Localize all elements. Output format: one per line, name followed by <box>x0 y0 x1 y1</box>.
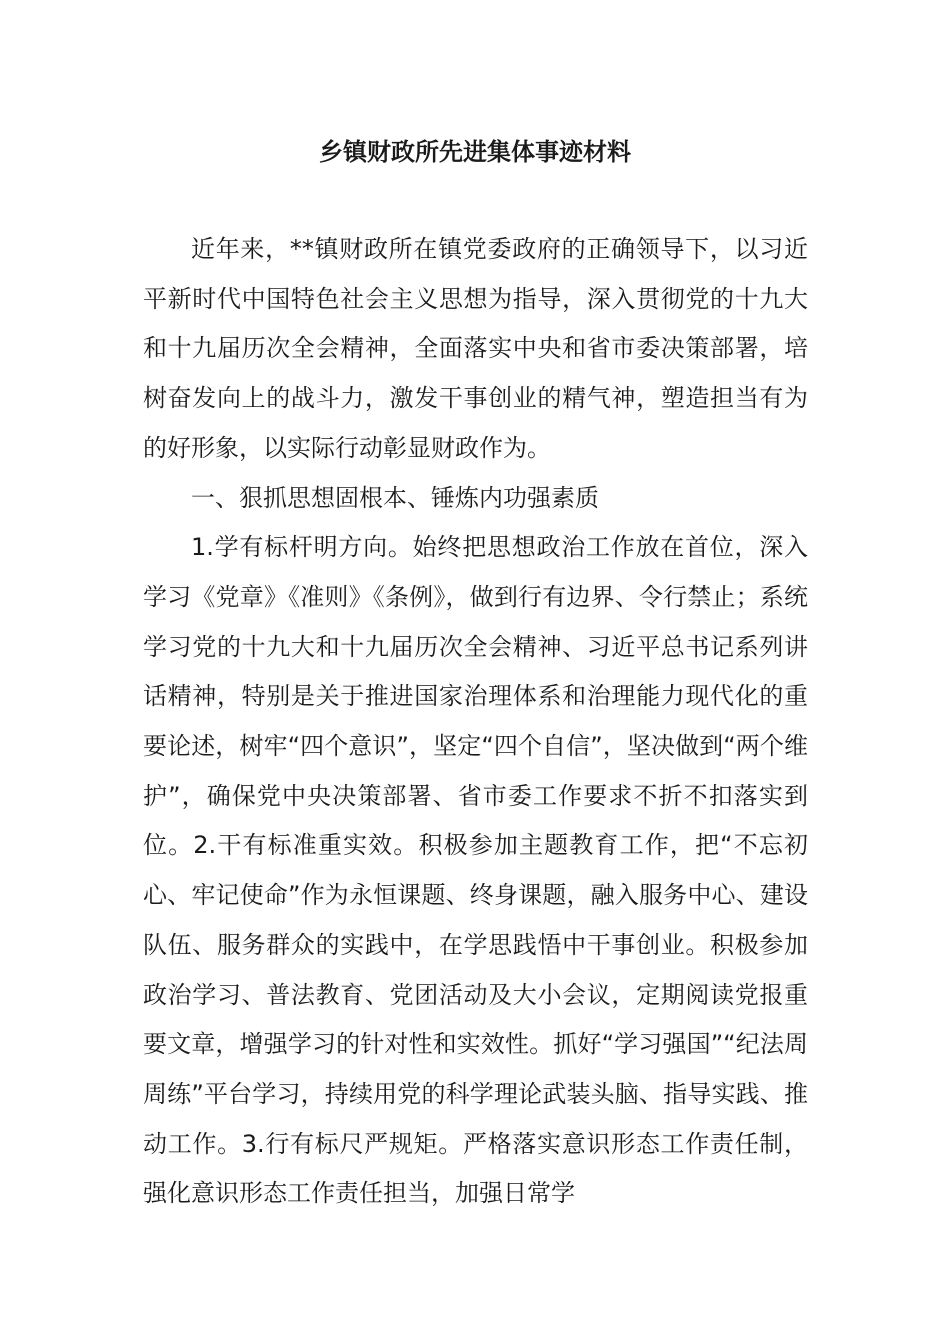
document-title: 乡镇财政所先进集体事迹材料 <box>319 138 631 166</box>
document-body <box>143 225 808 1219</box>
section-heading: 一、狠抓思想固根本、锤炼内功强素质 <box>191 483 599 512</box>
paragraph-section-1: 1.学有标杆明方向。始终把思想政治工作放在首位，深入学习《党章》《准则》《条例》，做到行有边界、令行禁止；系统学习党的十九大和十九届历次全会精神、习近平总书记系列讲话精神，特别是关于推进国家治理体系和治理能力现代化的重要论述，树牢“四个意识”，坚定“四个自信”，坚决做到“两个维护”，确保党中央决策部署、省市委工作要求不折不扣落实到位。2.干有标准重实效。积极参加主题教育工作，把“不忘初心、牢记使命”作为永恒课题、终身课题，融入服务中心、建设队伍、服务群众的实践中，在学思践悟中干事创业。积极参加政治学习、普法教育、党团活动及大小会议，定期阅读党报重要文章，增强学习的针对性和实效性。抓好“学习强国”“纪法周周练”平台学习，持续用党的科学理论武装头脑、指导实践、推动工作。3.行有标尺严规矩。严格落实意识形态工作责任制，强化意识形态工作责任担当，加强日常学 <box>143 533 808 1208</box>
paragraph-intro: 近年来，**镇财政所在镇党委政府的正确领导下，以习近平新时代中国特色社会主义思想为指导，深入贯彻党的十九大和十九届历次全会精神，全面落实中央和省市委决策部署，培树奋发向上的战斗力，激发干事创业的精气神，塑造担当有为的好形象，以实际行动彰显财政作为。 <box>143 235 808 462</box>
